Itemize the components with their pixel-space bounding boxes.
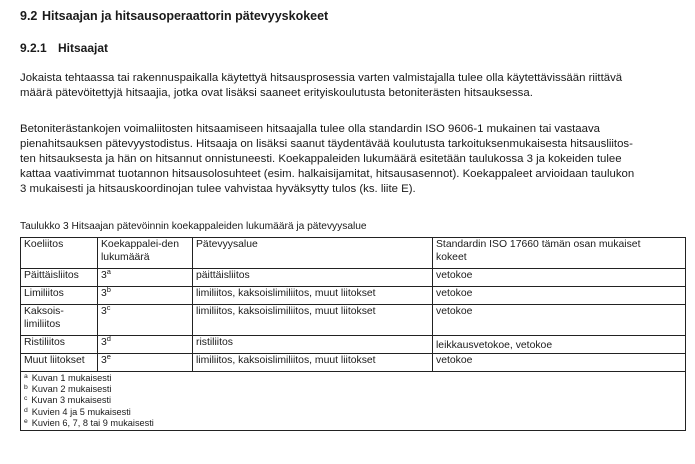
- paragraph-1: [20, 71, 680, 101]
- cell-scope: limiliitos, kaksoislimiliitos, muut liitokset: [193, 287, 433, 305]
- footnote: $^d$ Kuvien 4 ja 5 mukaisesti: [24, 406, 131, 417]
- cell-count: 3$^c$: [98, 305, 193, 336]
- header-tests: Standardin ISO 17660 tämän osan mukaiset kokeet: [433, 238, 686, 269]
- footnote-ref: b: [106, 285, 111, 294]
- footnote: $^c$ Kuvan 3 mukaisesti: [24, 395, 112, 406]
- cell-tests: vetokoe: [433, 305, 686, 336]
- table-caption: Taulukko 3 Hitsaajan pätevöinnin koekappaleiden lukumäärä ja pätevyysalue: [20, 221, 367, 232]
- footnote-ref: c: [106, 303, 111, 312]
- paragraph-line: ten hitsauksesta ja hän on hitsannut onnistuneesti. Koekappaleiden lukumäärä esitetään taulukossa 3 ja kokeiden tulee: [20, 153, 622, 165]
- table-row: [21, 354, 686, 372]
- cell-joint: Ristiliitos: [21, 336, 98, 354]
- subsection-number: 9.2.1: [20, 41, 47, 55]
- paragraph-line: kattaa vaativimmat tuotannon hitsausolosuhteet (esim. halkaisijamitat, hitsausasennot). Koekappaleet arvioidaan taulukon: [20, 168, 635, 180]
- section-number: 9.2: [20, 9, 38, 23]
- table-header-row: [21, 238, 686, 269]
- table-row: [21, 287, 686, 305]
- table-footnotes: [21, 372, 686, 431]
- cell-joint: Muut liitokset: [21, 354, 98, 372]
- section-title: Hitsaajan ja hitsausoperaattorin pätevyyskokeet: [42, 9, 329, 23]
- cell-count: 3e: [98, 354, 193, 372]
- cell-joint: Limiliitos: [21, 287, 98, 305]
- cell-tests: vetokoe: [433, 287, 686, 305]
- table-row: [21, 269, 686, 287]
- header-count: Koekappalei-den lukumäärä: [98, 238, 193, 269]
- welder-qualification-table: [20, 237, 686, 431]
- cell-count: 3$^d$: [98, 336, 193, 354]
- paragraph-line: Betoniterästankojen voimaliitosten hitsaamiseen hitsaajalla tulee olla standardin ISO 9606-1 mukainen tai vastaava: [20, 123, 600, 135]
- cell-scope: ristiliitos: [193, 336, 433, 354]
- subsection-heading: [20, 41, 108, 55]
- cell-tests: leikkausvetokoe, vetokoe: [433, 336, 686, 354]
- footnote-ref: d: [106, 334, 111, 343]
- section-heading: [20, 9, 328, 23]
- paragraph-line: 3 mukaisesti ja hitsauskoordinojan tulee vahvistaa hyväksytty tulos (ks. liite E).: [20, 183, 416, 195]
- footnote: $^e$ Kuvien 6, 7, 8 tai 9 mukaisesti: [24, 417, 154, 428]
- table-footnotes-row: [21, 372, 686, 431]
- paragraph-line: Jokaista tehtaassa tai rakennuspaikalla käytettyä hitsausprosessia varten valmistajalla tulee olla käytettävissään riittävä: [20, 72, 623, 84]
- cell-scope: limiliitos, kaksoislimiliitos, muut liitokset: [193, 354, 433, 372]
- footnote-ref: a: [106, 267, 111, 276]
- paragraph-line: määrä pätevöitettyjä hitsaajia, jotka ovat lisäksi saaneet erityiskoulutusta betoniterästen hitsauksessa.: [20, 87, 533, 99]
- table-row: [21, 305, 686, 336]
- header-joint: Koeliitos: [21, 238, 98, 269]
- subsection-title: Hitsaajat: [58, 41, 109, 55]
- footnote-ref: e: [106, 352, 111, 361]
- cell-tests: vetokoe: [433, 269, 686, 287]
- table-row: [21, 336, 686, 354]
- header-scope: Pätevyysalue: [193, 238, 433, 269]
- paragraph-line: pienahitsauksen pätevyystodistus. Hitsaaja on lisäksi saanut täydentävää koulutusta tarkoituksenmukaisesta hitsausliitos-: [20, 138, 633, 150]
- footnote: $^a$ Kuvan 1 mukaisesti: [24, 373, 112, 383]
- cell-joint: Kaksois- limiliitos: [21, 305, 98, 336]
- cell-count: 3$^a$: [98, 269, 193, 287]
- cell-count: 3$^b$: [98, 287, 193, 305]
- cell-joint: Päittäisliitos: [21, 269, 98, 287]
- cell-scope: limiliitos, kaksoislimiliitos, muut liitokset: [193, 305, 433, 336]
- footnote: $^b$ Kuvan 2 mukaisesti: [24, 384, 112, 395]
- paragraph-2: [20, 122, 680, 197]
- cell-scope: päittäisliitos: [193, 269, 433, 287]
- cell-tests: vetokoe: [433, 354, 686, 372]
